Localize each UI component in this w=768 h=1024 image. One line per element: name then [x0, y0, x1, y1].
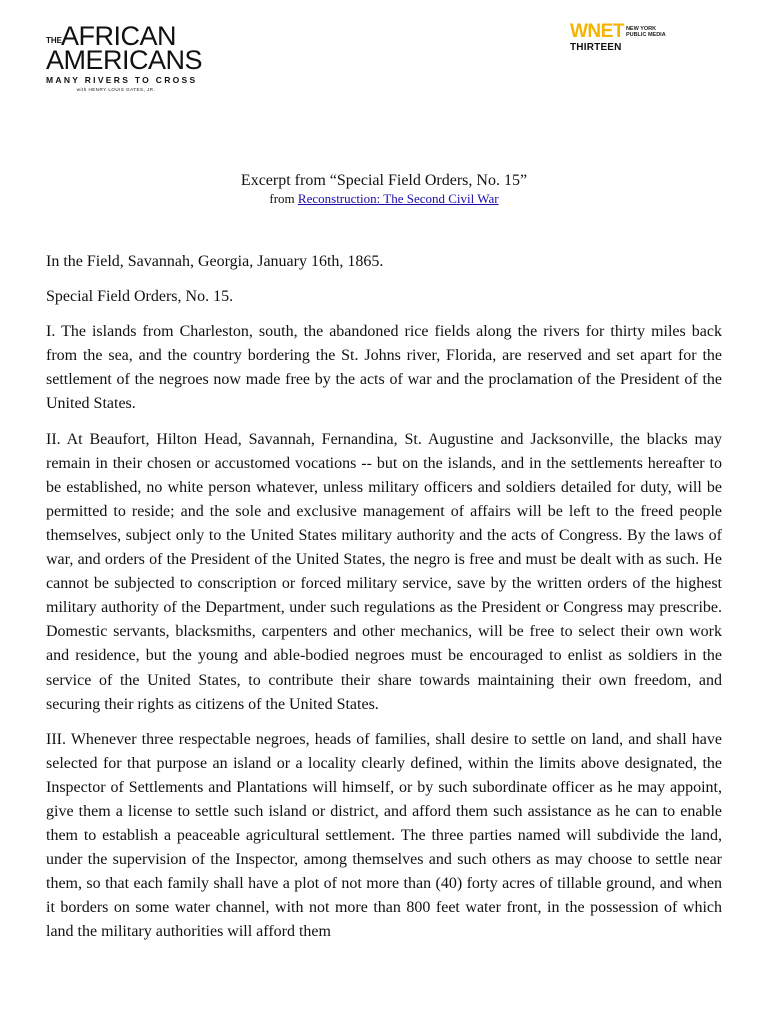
logo-byline: with HENRY LOUIS GATES, JR. — [76, 87, 156, 92]
source-prefix: from — [269, 191, 295, 206]
wnet-thirteen-logo — [570, 22, 710, 54]
logo-nypm-line1: NEW YORK — [625, 26, 657, 32]
logo-nypm-line2: PUBLIC MEDIA — [625, 32, 666, 38]
document-body — [46, 250, 722, 956]
logo-americans: AMERICANS — [46, 45, 203, 75]
paragraph-order-number: Special Field Orders, No. 15. — [46, 288, 234, 306]
logo-wnet: WNET — [570, 21, 624, 42]
logo-african: AFRICAN — [61, 21, 177, 51]
paragraph-section-2: II. At Beaufort, Hilton Head, Savannah, Fernandina, St. Augustine and Jacksonville, the blacks may remain in their chosen or accustomed vocations -- but on the islands, and in the settlements hereafter to be established, no white person whatever, unless military officers and soldiers detailed for duty, will be permitted to reside; and the sole and exclusive management of affairs will be left to the freed people themselves, subject only to the United States military authority and the acts of Congress. By the laws of war, and orders of the President of the United States, the negro is free and must be dealt with as such. He cannot be subjected to conscription or forced military service, save by the written orders of the highest military authority of the Department, under such regulations as the President or Congress may prescribe. Domestic servants, blacksmiths, carpenters and other mechanics, will be free to select their own work and residence, but the young and able-bodied negroes must be encouraged to enlist as soldiers in the service of the United States, to contribute their share towards maintaining their own freedom, and securing their rights as citizens of the United States. — [46, 430, 722, 713]
logo-nypm — [626, 26, 666, 38]
document-source — [0, 191, 768, 207]
paragraph-dateline: In the Field, Savannah, Georgia, January 16th, 1865. — [46, 253, 384, 270]
paragraph-section-3: III. Whenever three respectable negroes, heads of families, shall desire to settle on land, and shall have selected for that purpose an island or a locality clearly defined, within the limits above designated, the Inspector of Settlements and Plantations will himself, or by such subordinate officer as he may appoint, give them a license to settle such island or district, and afford them such assistance as he can to enable them to establish a peaceable agricultural settlement. The three parties named will subdivide the land, under the supervision of the Inspector, among themselves and such others as may choose to settle near them, so that each family shall have a plot of not more than (40) forty acres of tillable ground, and when it borders on some water channel, with not more than 800 feet water front, in the possession of which land the military authorities will afford them — [46, 730, 722, 941]
document-title: Excerpt from “Special Field Orders, No. 15” — [240, 172, 528, 189]
african-americans-logo — [46, 21, 203, 92]
logo-the: THE — [46, 36, 62, 45]
paragraph-section-1: I. The islands from Charleston, south, the abandoned rice fields along the rivers for thirty miles back from the sea, and the country bordering the St. Johns river, Florida, are reserved and set apart for the settlement of the negroes now made free by the acts of war and the proclamation of the President of the United States. — [46, 323, 722, 413]
logo-thirteen: THIRTEEN — [570, 42, 622, 53]
logo-tagline: MANY RIVERS TO CROSS — [46, 75, 198, 85]
source-link[interactable]: Reconstruction: The Second Civil War — [297, 191, 499, 206]
